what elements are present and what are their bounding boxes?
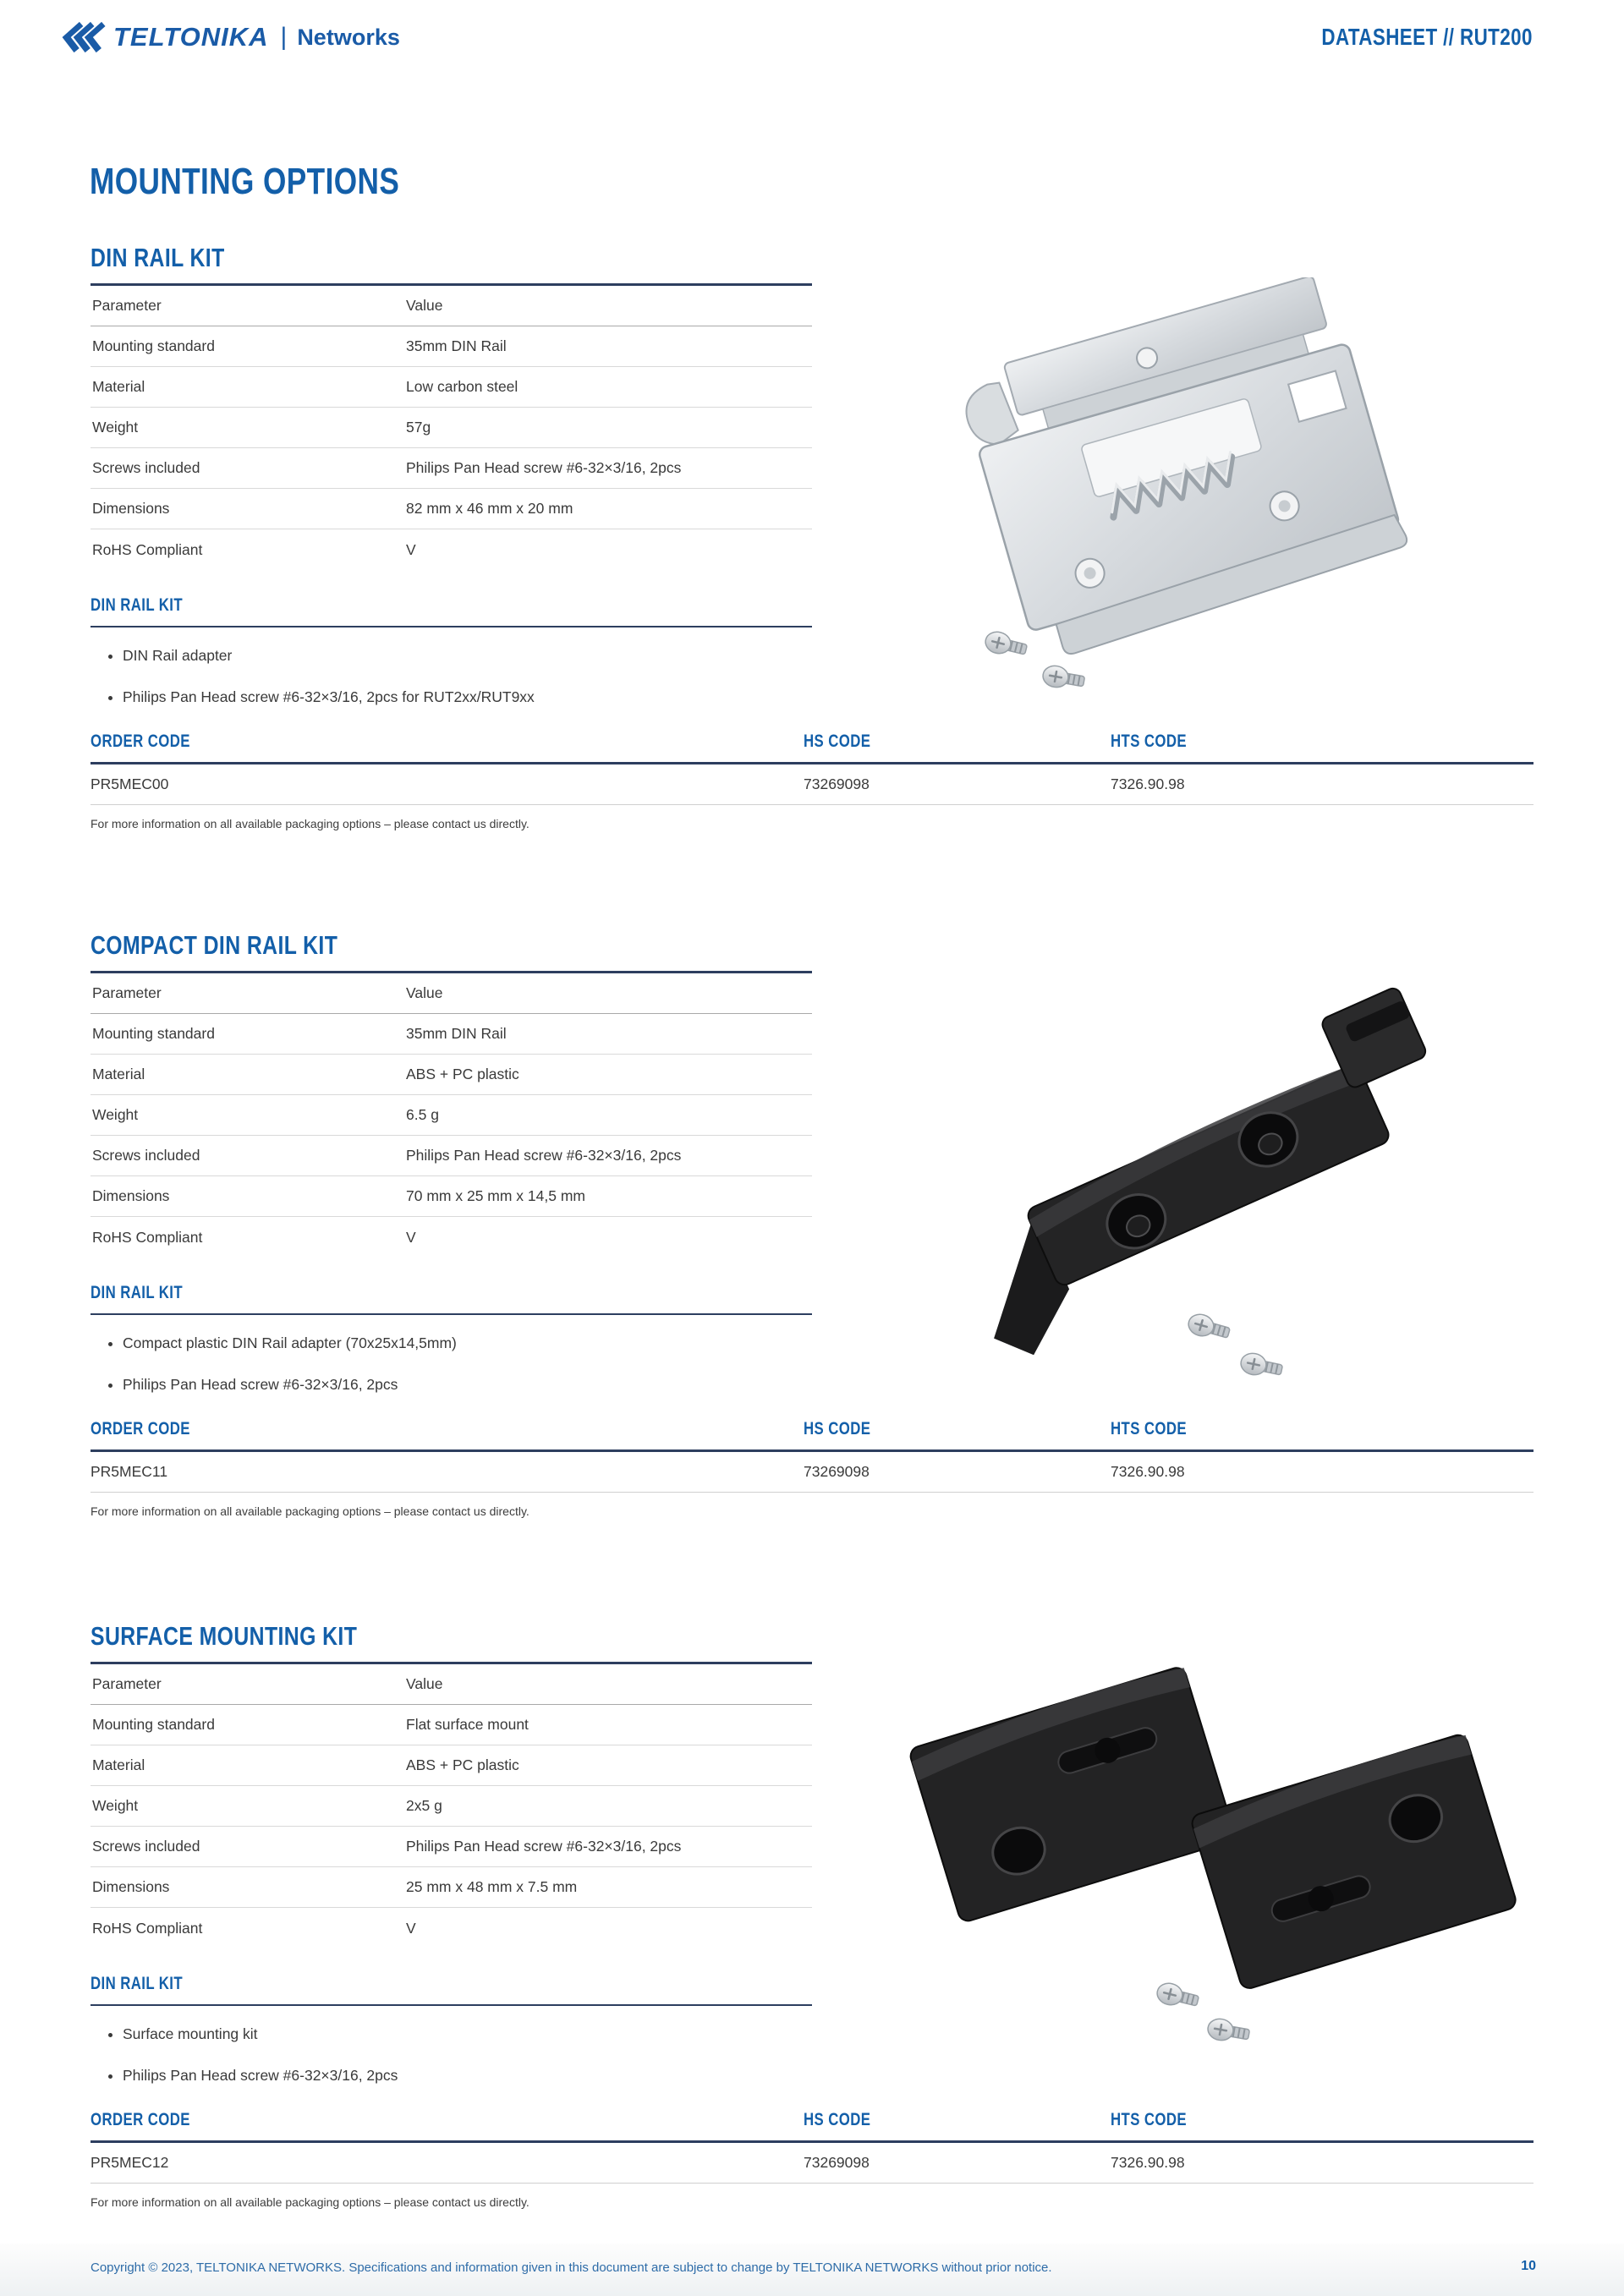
kit-bullet-list: [123, 646, 812, 706]
datasheet-label: DATASHEET // RUT200: [1321, 24, 1533, 50]
hs-code-value: 73269098: [804, 1463, 870, 1480]
table-row: Weight 2x5 g: [91, 1786, 812, 1827]
table-row: Mounting standard 35mm DIN Rail: [91, 326, 812, 367]
order-code-value: PR5MEC12: [91, 2154, 169, 2171]
order-table-header: [91, 1419, 1533, 1452]
table-row: Mounting standard 35mm DIN Rail: [91, 1014, 812, 1055]
kit-contents-title: DIN RAIL KIT: [91, 1974, 812, 2006]
column-header-parameter: Parameter: [92, 984, 162, 1001]
table-row: Mounting standard Flat surface mount: [91, 1705, 812, 1745]
column-header-value: Value: [406, 984, 443, 1001]
column-header-parameter: Parameter: [92, 1675, 162, 1692]
packaging-note: For more information on all available packaging options – please contact us directly.: [91, 2195, 529, 2209]
order-table-row: [91, 1452, 1533, 1493]
table-row: Material ABS + PC plastic: [91, 1745, 812, 1786]
table-header-row: [91, 1664, 812, 1705]
table-row: RoHS Compliant V: [92, 1919, 416, 1937]
order-code-table: [91, 1419, 1533, 1493]
footer: [0, 2244, 1624, 2296]
copyright-text: Copyright © 2023, TELTONIKA NETWORKS. Specifications and information given in this document are subject to change by TELTONIKA NETWORKS without prior notice.: [91, 2260, 1052, 2275]
hts-code-value: 7326.90.98: [1111, 775, 1185, 792]
kit-contents: [91, 1974, 812, 2085]
kit-contents-title: DIN RAIL KIT: [91, 595, 812, 627]
logo-brand-text: TELTONIKA: [113, 22, 269, 52]
kit-bullet: • Philips Pan Head screw #6-32×3/16, 2pcs for RUT2xx/RUT9xx: [123, 688, 812, 706]
kit-bullet: • Compact plastic DIN Rail adapter (70x25x14,5mm): [123, 1334, 812, 1352]
column-header-hts-code: HTS CODE: [1111, 2110, 1188, 2129]
order-table-row: [91, 2143, 1533, 2184]
order-code-table: [91, 2110, 1533, 2184]
column-header-order-code: ORDER CODE: [91, 732, 190, 751]
table-row: Material ABS + PC plastic: [91, 1055, 812, 1095]
column-header-hs-code: HS CODE: [804, 1419, 871, 1438]
table-row: Screws included Philips Pan Head screw #6-32×3/16, 2pcs: [91, 448, 812, 489]
parameter-table: [91, 1662, 812, 1948]
table-row: Weight 6.5 g: [91, 1095, 812, 1136]
column-header-hs-code: HS CODE: [804, 732, 871, 751]
table-header-row: [91, 973, 812, 1014]
table-row: Dimensions 82 mm x 46 mm x 20 mm: [91, 489, 812, 529]
logo-divider: |: [280, 23, 288, 51]
order-table-header: [91, 2110, 1533, 2143]
column-header-value: Value: [406, 297, 443, 314]
teltonika-chevrons-icon: [61, 19, 107, 55]
table-row: Material Low carbon steel: [91, 367, 812, 408]
parameter-table: [91, 971, 812, 1258]
hs-code-value: 73269098: [804, 2154, 870, 2171]
kit-bullet: • DIN Rail adapter: [123, 646, 812, 665]
order-code-table: [91, 732, 1533, 805]
compact-din-rail-kit-image: [863, 960, 1522, 1408]
teltonika-logo: [61, 19, 400, 56]
column-header-value: Value: [406, 1675, 443, 1692]
order-code-value: PR5MEC00: [91, 775, 169, 792]
kit-bullet-list: [123, 1334, 812, 1394]
page-title: MOUNTING OPTIONS: [90, 161, 400, 202]
table-row: RoHS Compliant V: [92, 1228, 416, 1246]
kit-bullet: • Surface mounting kit: [123, 2025, 812, 2043]
section-title: DIN RAIL KIT: [91, 243, 225, 272]
logo-networks-text: Networks: [297, 24, 400, 50]
table-header-row: [91, 286, 812, 326]
column-header-hts-code: HTS CODE: [1111, 732, 1188, 751]
hts-code-value: 7326.90.98: [1111, 1463, 1185, 1480]
table-row: Dimensions 70 mm x 25 mm x 14,5 mm: [91, 1176, 812, 1217]
packaging-note: For more information on all available packaging options – please contact us directly.: [91, 1504, 529, 1518]
kit-bullet: • Philips Pan Head screw #6-32×3/16, 2pcs: [123, 2066, 812, 2085]
column-header-order-code: ORDER CODE: [91, 1419, 190, 1438]
parameter-table: [91, 283, 812, 570]
hs-code-value: 73269098: [804, 775, 870, 792]
kit-contents: [91, 595, 812, 706]
hts-code-value: 7326.90.98: [1111, 2154, 1185, 2171]
section-title: SURFACE MOUNTING KIT: [91, 1621, 358, 1651]
page-number: 10: [1521, 2259, 1536, 2273]
table-row: Screws included Philips Pan Head screw #6-32×3/16, 2pcs: [91, 1827, 812, 1867]
table-row: Screws included Philips Pan Head screw #6-32×3/16, 2pcs: [91, 1136, 812, 1176]
kit-bullet-list: [123, 2025, 812, 2085]
column-header-order-code: ORDER CODE: [91, 2110, 190, 2129]
table-row: Weight 57g: [91, 408, 812, 448]
order-table-header: [91, 732, 1533, 764]
column-header-parameter: Parameter: [92, 297, 162, 314]
kit-bullet: • Philips Pan Head screw #6-32×3/16, 2pcs: [123, 1375, 812, 1394]
order-table-row: [91, 764, 1533, 805]
table-row: Dimensions 25 mm x 48 mm x 7.5 mm: [91, 1867, 812, 1908]
kit-contents: [91, 1283, 812, 1394]
din-rail-kit-image: [897, 277, 1455, 700]
column-header-hts-code: HTS CODE: [1111, 1419, 1188, 1438]
column-header-hs-code: HS CODE: [804, 2110, 871, 2129]
table-row: RoHS Compliant V: [92, 540, 416, 558]
order-code-value: PR5MEC11: [91, 1463, 168, 1480]
packaging-note: For more information on all available packaging options – please contact us directly.: [91, 817, 529, 830]
kit-contents-title: DIN RAIL KIT: [91, 1283, 812, 1315]
surface-mounting-kit-image: [836, 1598, 1555, 2072]
section-title: COMPACT DIN RAIL KIT: [91, 930, 338, 960]
